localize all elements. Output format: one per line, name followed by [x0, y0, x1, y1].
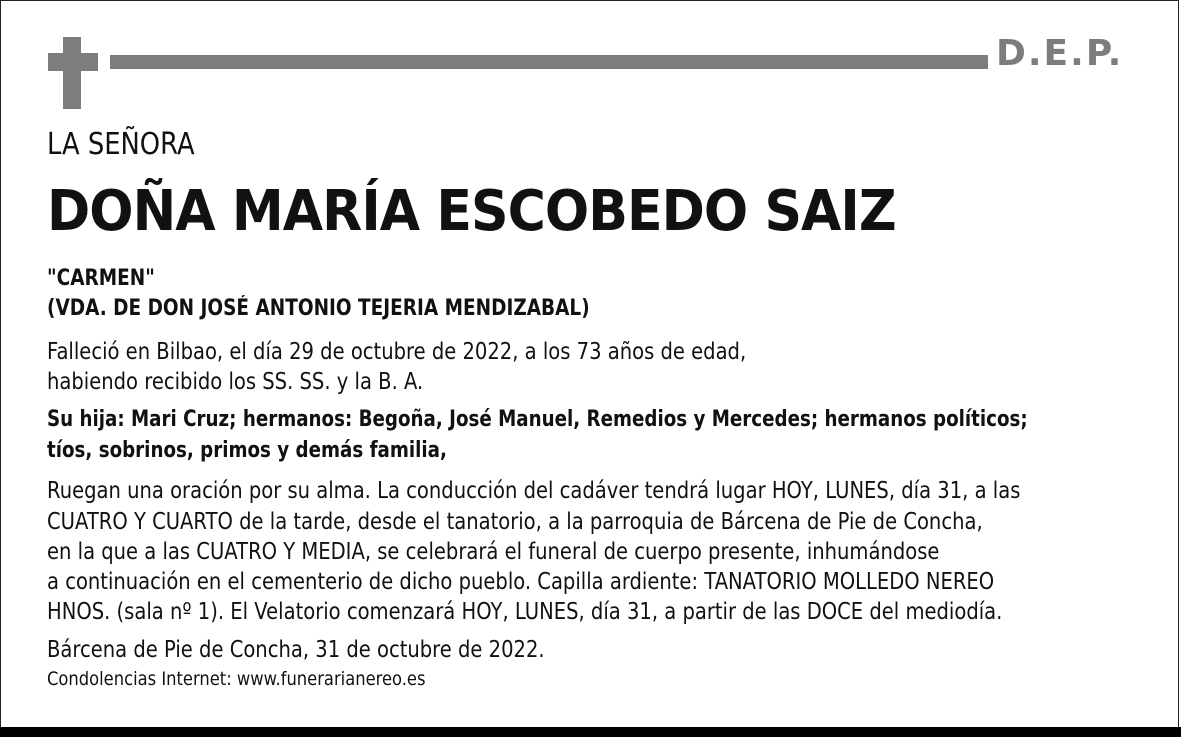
header-rule — [110, 55, 988, 69]
death-line: Falleció en Bilbao, el día 29 de octubre de 2022, a los 73 años de edad, — [47, 339, 747, 365]
place-date: Bárcena de Pie de Concha, 31 de octubre de 2022. — [47, 637, 545, 663]
family-line: tíos, sobrinos, primos y demás familia, — [47, 438, 447, 463]
ceremony-line: en la que a las CUATRO Y MEDIA, se celebrará el funeral de cuerpo presente, inhumándose — [47, 539, 940, 565]
bottom-rule — [0, 727, 1181, 737]
alias: "CARMEN" — [47, 266, 155, 291]
deceased-name: DOÑA MARÍA ESCOBEDO SAIZ — [47, 179, 896, 244]
widow-of: (VDA. DE DON JOSÉ ANTONIO TEJERIA MENDIZABAL) — [47, 296, 590, 321]
cross-icon-bar — [48, 53, 98, 71]
ceremony-line: HNOS. (sala nº 1). El Velatorio comenzará HOY, LUNES, día 31, a partir de las DOCE del mediodía. — [47, 599, 1003, 625]
family-line: Su hija: Mari Cruz; hermanos: Begoña, José Manuel, Remedios y Mercedes; hermanos políticos; — [47, 407, 1028, 432]
dep-label: D.E.P. — [996, 33, 1124, 74]
ceremony-line: CUATRO Y CUARTO de la tarde, desde el tanatorio, a la parroquia de Bárcena de Pie de Concha, — [47, 509, 983, 535]
ceremony-line: Ruegan una oración por su alma. La conducción del cadáver tendrá lugar HOY, LUNES, día 31, a las — [47, 478, 1021, 504]
title-label: LA SEÑORA — [47, 127, 195, 162]
ceremony-line: a continuación en el cementerio de dicho pueblo. Capilla ardiente: TANATORIO MOLLEDO NEREO — [47, 569, 995, 595]
death-line: habiendo recibido los SS. SS. y la B. A. — [47, 369, 424, 395]
cross-icon — [63, 37, 81, 109]
condolences-line: Condolencias Internet: www.funerarianereo.es — [47, 668, 426, 690]
